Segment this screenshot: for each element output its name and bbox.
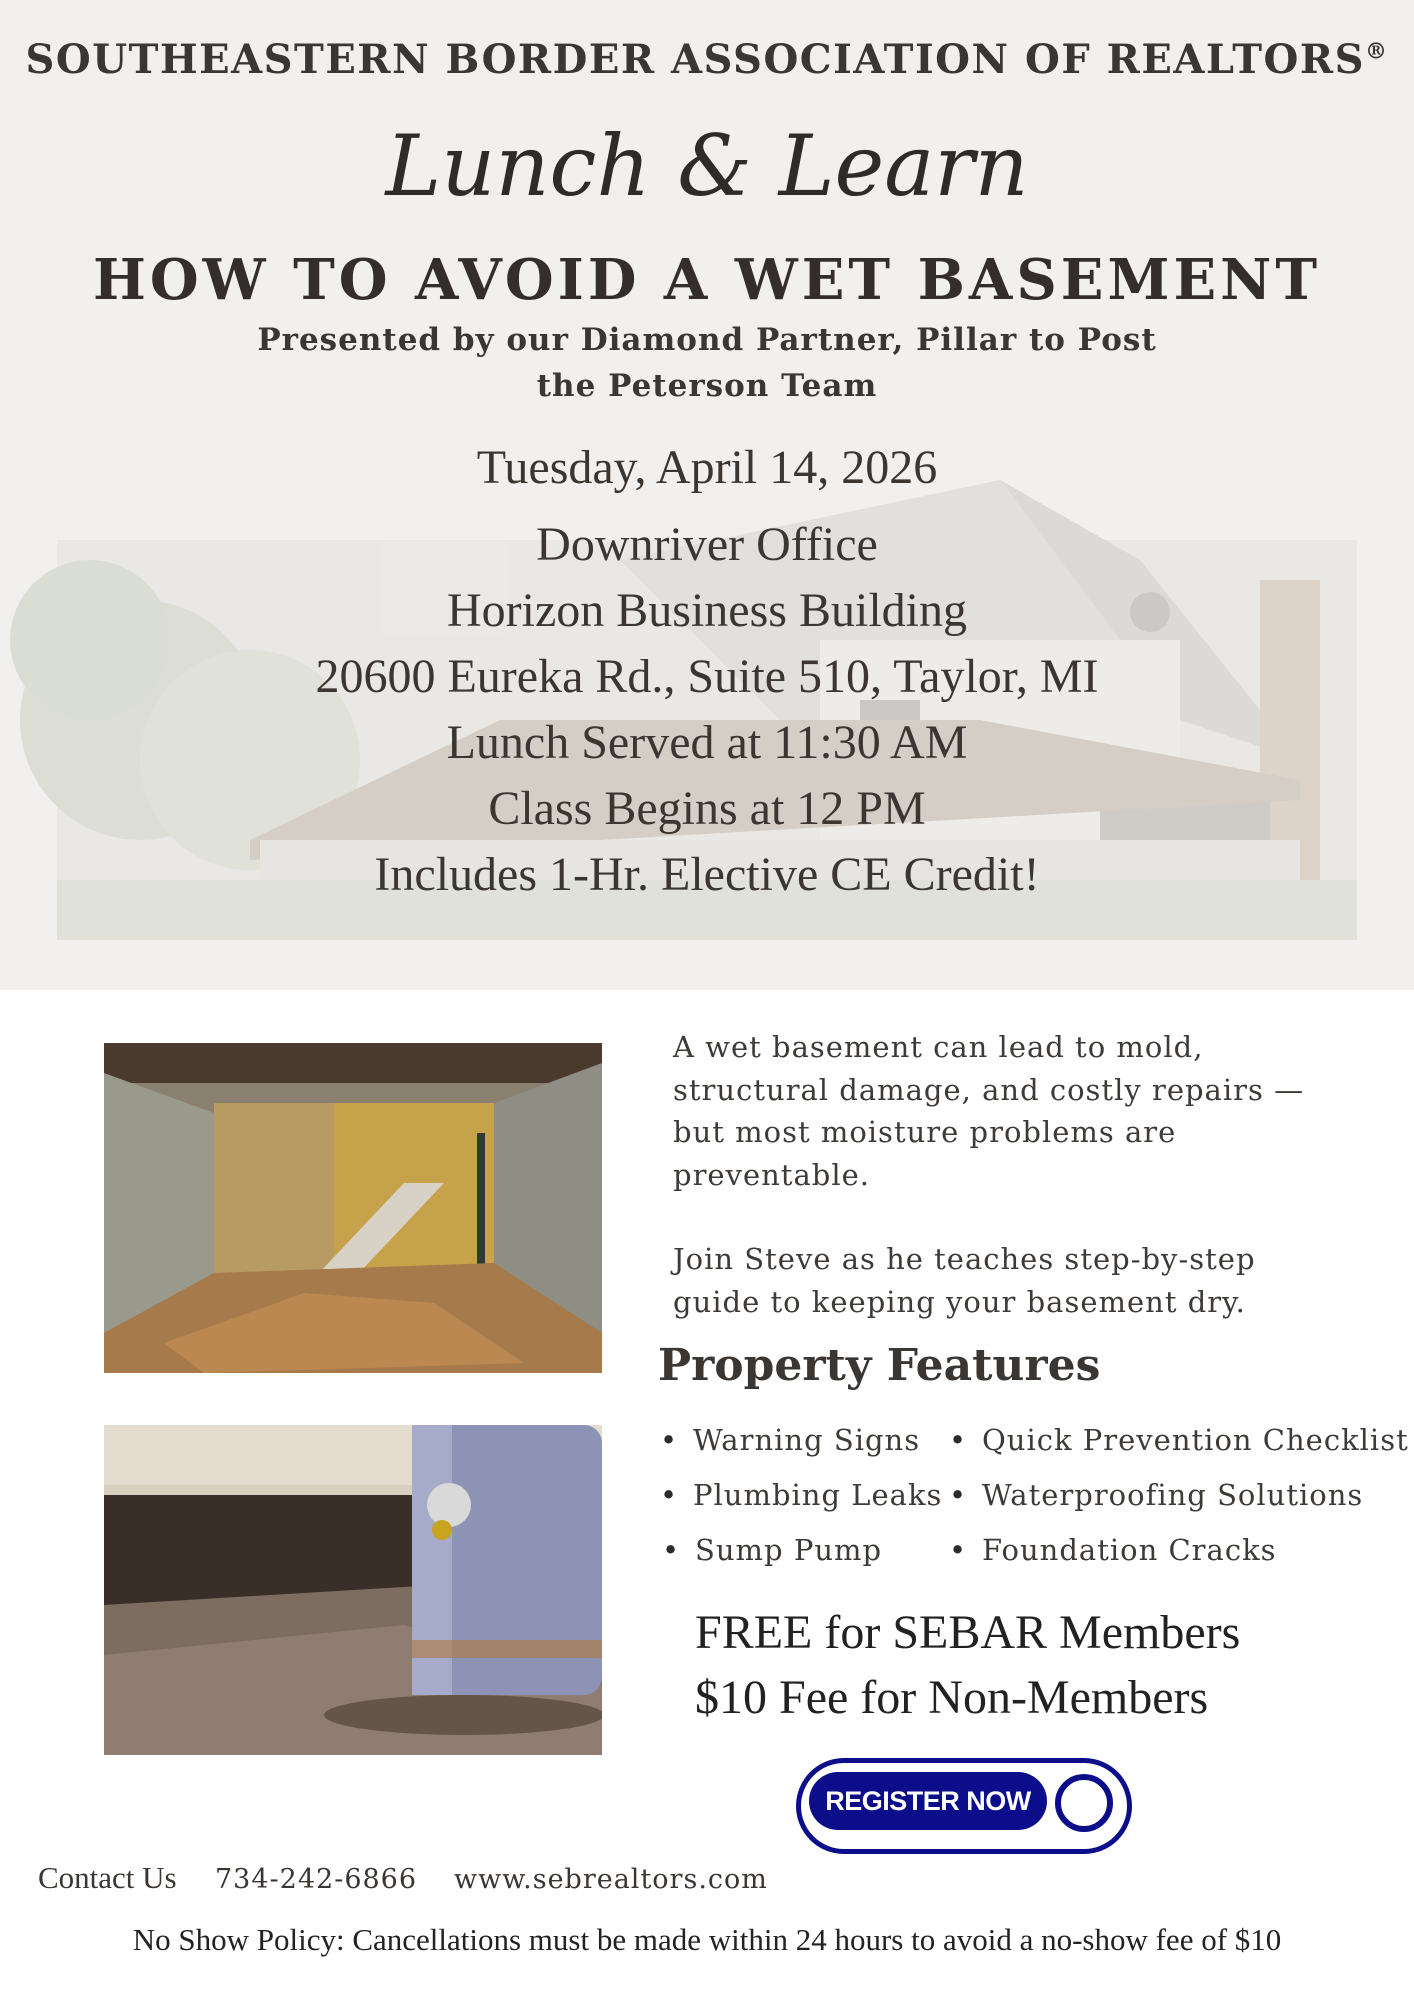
description-line: preventable. [673, 1157, 870, 1192]
event-building: Horizon Business Building [446, 584, 967, 637]
description-paragraph-1 [673, 1026, 1373, 1196]
circle-icon [1055, 1774, 1113, 1832]
event-address: 20600 Eureka Rd., Suite 510, Taylor, MI [315, 650, 1099, 703]
features-title: Property Features [658, 1340, 1101, 1391]
description-line: A wet basement can lead to mold, [673, 1030, 1204, 1064]
member-price: FREE for SEBAR Members [695, 1606, 1241, 1659]
no-show-policy: No Show Policy: Cancellations must be made within 24 hours to avoid a no-show fee of $10 [132, 1922, 1282, 1957]
lunch-time: Lunch Served at 11:30 AM [446, 716, 968, 769]
contact-phone[interactable]: 734-242-6866 [215, 1864, 418, 1895]
description-line: Join Steve as he teaches step-by-step [673, 1242, 1256, 1276]
description-line: guide to keeping your basement dry. [673, 1284, 1246, 1319]
event-location: Downriver Office [536, 518, 878, 571]
non-member-price: $10 Fee for Non-Members [695, 1671, 1209, 1724]
feature-item: • Warning Signs [693, 1423, 920, 1457]
feature-item: • Plumbing Leaks [693, 1478, 942, 1512]
event-headline: HOW TO AVOID A WET BASEMENT [92, 247, 1322, 313]
feature-item: • Quick Prevention Checklist [982, 1423, 1409, 1457]
class-time: Class Begins at 12 PM [488, 782, 926, 835]
feature-item: • Foundation Cracks [982, 1533, 1277, 1567]
contact-website[interactable]: www.sebrealtors.com [454, 1864, 768, 1895]
organization-name: SOUTHEASTERN BORDER ASSOCIATION OF REALTORS® [25, 36, 1389, 83]
hero-section [0, 0, 1414, 990]
ce-credit: Includes 1-Hr. Elective CE Credit! [374, 848, 1040, 901]
lunch-and-learn-script-title [0, 100, 1414, 230]
presenter-line-2: the Peterson Team [536, 368, 878, 404]
presenter-line-1: Presented by our Diamond Partner, Pillar to Post [257, 322, 1157, 358]
svg-text:Lunch & Learn: Lunch & Learn [385, 117, 1029, 215]
wet-basement-photo [104, 1043, 602, 1373]
water-heater-leak-photo [104, 1425, 602, 1755]
register-now-button[interactable] [796, 1758, 1132, 1854]
feature-item: • Sump Pump [695, 1533, 882, 1567]
feature-item: • Waterproofing Solutions [982, 1478, 1363, 1512]
contact-label: Contact Us [38, 1860, 177, 1895]
description-paragraph-2 [673, 1238, 1373, 1323]
register-now-label: REGISTER NOW [809, 1772, 1047, 1830]
event-date: Tuesday, April 14, 2026 [476, 441, 938, 494]
hero-text-layer [0, 0, 1414, 990]
description-line: structural damage, and costly repairs — [673, 1072, 1305, 1107]
description-line: but most moisture problems are [673, 1115, 1177, 1149]
